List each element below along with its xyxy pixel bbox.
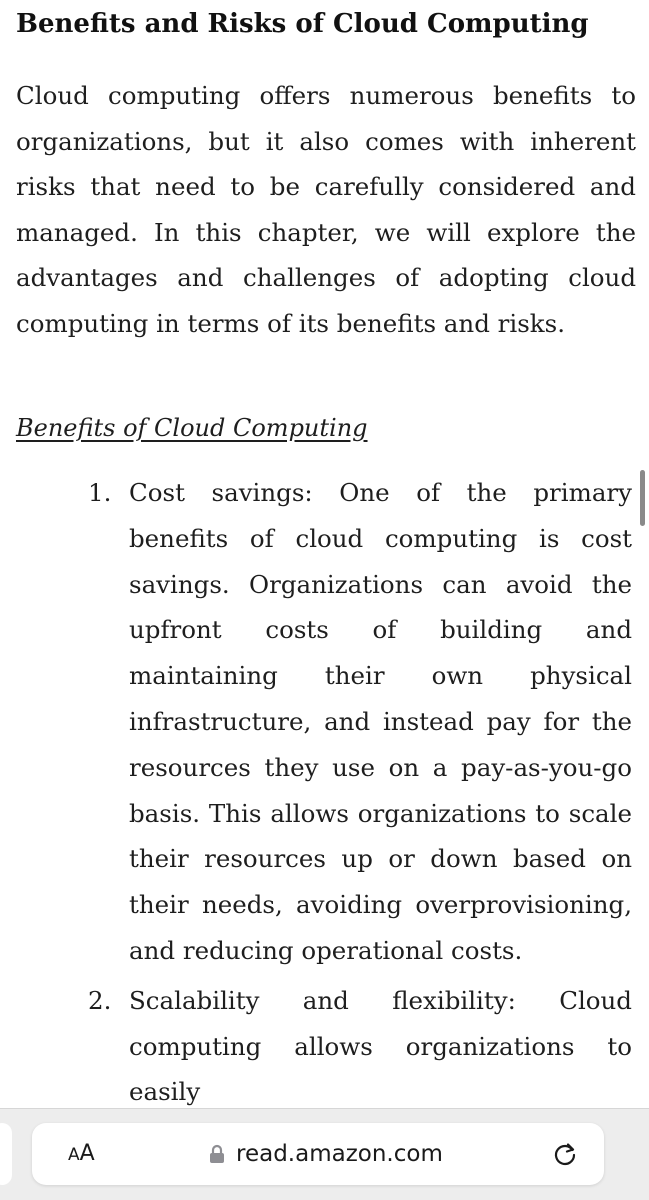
intro-paragraph: Cloud computing offers numerous benefits to organizations, but it also comes with inherent risks that need to be carefully considered and managed. In this chapter, we will explore the advantages and challenges of adopting cloud computing in terms of its benefits and risks. — [16, 81, 636, 338]
benefits-list — [0, 470, 649, 1108]
previous-tab-edge[interactable] — [0, 1123, 12, 1185]
lock-icon — [206, 1143, 228, 1165]
list-item-text: Cost savings: One of the primary benefits of cloud computing is cost savings. Organizations can avoid the upfront costs of building and maintaining their own physical infrastructure, and instead pay for the resources they use on a pay-as-you-go basis. This allows organizations to scale their resources up or down based on their needs, avoiding overprovisioning, and reducing operational costs. — [129, 478, 632, 965]
scrollbar-thumb[interactable] — [640, 470, 645, 526]
url-display[interactable] — [206, 1123, 443, 1185]
list-item — [0, 470, 649, 974]
list-item-number: 1. — [88, 478, 112, 507]
text-size-button[interactable] — [68, 1123, 95, 1185]
text-size-small-glyph: A — [68, 1145, 80, 1165]
list-item-number: 2. — [88, 985, 112, 1015]
url-text: read.amazon.com — [236, 1141, 443, 1167]
chapter-title: Benefits and Risks of Cloud Computing — [16, 9, 589, 39]
list-item — [0, 978, 649, 1108]
section-heading: Benefits of Cloud Computing — [16, 414, 368, 442]
reload-icon[interactable] — [550, 1139, 580, 1169]
address-bar[interactable] — [32, 1123, 604, 1185]
text-size-large-glyph: A — [79, 1141, 95, 1166]
list-item-text: Scalability and flexibility: Cloud computing allows organizations to easily — [129, 985, 632, 1107]
browser-bottom-bar — [0, 1108, 649, 1200]
